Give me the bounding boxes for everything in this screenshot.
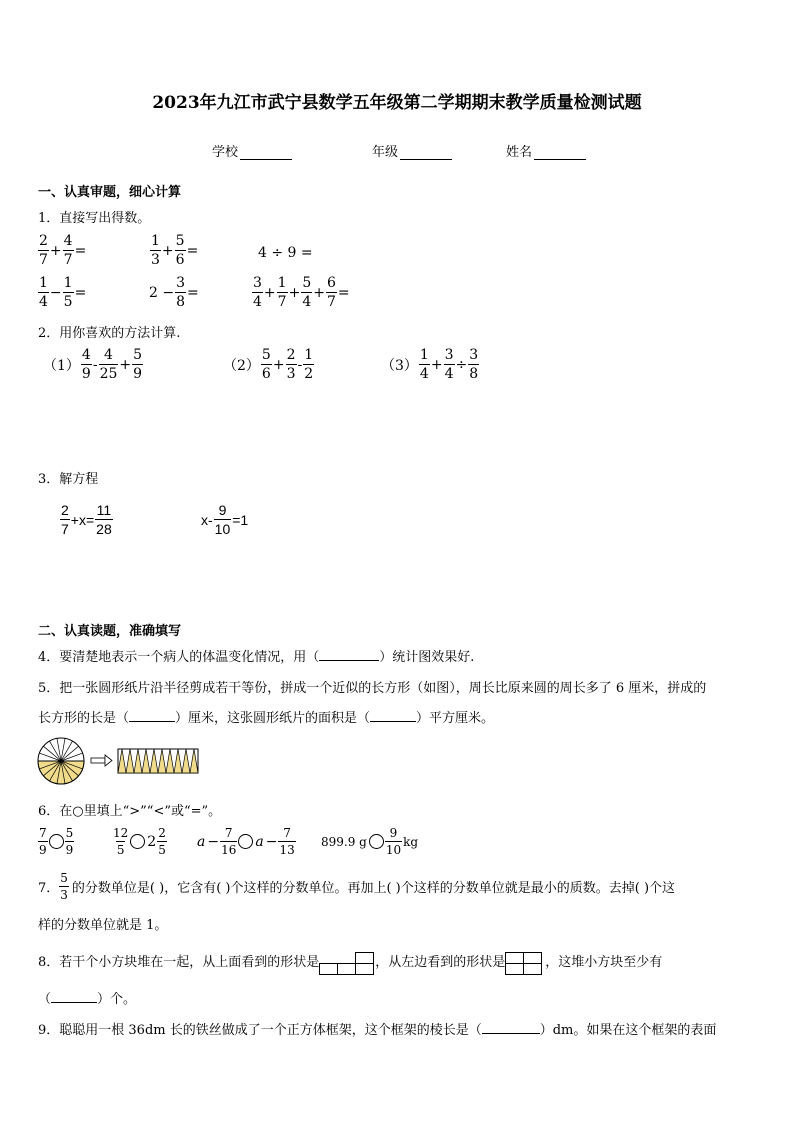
q8-text-3: ，这堆小方块至少有 [545, 955, 663, 970]
question-7-line-1 [38, 872, 675, 901]
question-5-line-2 [38, 707, 494, 726]
operator: +x= [70, 511, 95, 528]
unit-kg: kg [403, 834, 419, 849]
equals: = [186, 242, 199, 259]
q3-equation-2 [200, 503, 249, 536]
compare-circle[interactable] [49, 834, 64, 849]
q6-compare-2 [112, 827, 167, 856]
section-1-heading: 一、认真审题，细心计算 [38, 185, 182, 200]
question-9 [38, 1019, 716, 1038]
operator: − [265, 833, 278, 850]
operand: 2 − [149, 284, 175, 301]
numerator: 1 [419, 347, 429, 363]
numerator: 6 [326, 275, 336, 291]
numerator: 11 [96, 502, 112, 518]
q4-answer-blank[interactable] [319, 650, 379, 661]
denominator: 3 [151, 252, 160, 268]
denominator: 6 [175, 252, 185, 268]
q6-compare-3 [196, 827, 296, 856]
denominator: 4 [419, 366, 429, 382]
numerator: 1 [151, 233, 160, 249]
q8-text-1: 8．若干个小方块堆在一起，从上面看到的形状是 [38, 955, 320, 970]
denominator: 8 [176, 294, 186, 310]
operator: + [49, 242, 62, 259]
mass-value: 899.9 g [321, 834, 367, 849]
denominator: 4 [444, 366, 454, 382]
denominator: 3 [60, 888, 68, 902]
question-7-line-2: 样的分数单位就是 1。 [38, 918, 168, 933]
variable-a: a [255, 833, 264, 850]
operator: - [297, 356, 303, 373]
q6-compare-4 [320, 827, 419, 856]
operator: + [119, 356, 132, 373]
numerator: 12 [113, 826, 129, 840]
question-2-label: 2．用你喜欢的方法计算. [38, 326, 181, 341]
denominator: 4 [253, 294, 262, 310]
page-title: 2023年九江市武宁县数学五年级第二学期期末教学质量检测试题 [152, 93, 642, 113]
denominator: 10 [214, 521, 231, 537]
question-5-line-1: 5．把一张圆形纸片沿半径剪成若干等份，拼成一个近似的长方形（如图），周长比原来圆的周长多了 6 厘米，拼成的 [38, 681, 707, 696]
q5-area-blank[interactable] [370, 711, 416, 722]
denominator: 9 [81, 366, 91, 382]
numerator: 7 [283, 826, 291, 840]
q2-part-1 [42, 348, 143, 381]
grade-field [372, 141, 452, 160]
compare-circle[interactable] [369, 834, 384, 849]
equals: = [187, 284, 199, 301]
question-8-line-2 [38, 988, 136, 1007]
denominator: 28 [96, 521, 112, 537]
q1-expr-5 [148, 276, 200, 309]
q3-equation-1 [60, 503, 113, 536]
operator: ÷ [455, 356, 468, 373]
numerator: 5 [65, 826, 74, 840]
q1-expr-4 [38, 276, 87, 309]
numerator: 3 [444, 347, 454, 363]
q5-length-blank[interactable] [129, 711, 175, 722]
approximate-rectangle [118, 749, 198, 773]
q1-expr-2 [150, 234, 199, 267]
question-1-label: 1．直接写出得数。 [38, 211, 151, 226]
whole-number: 2 [147, 833, 157, 850]
q6-compare-1 [38, 827, 74, 856]
q4-text-start: 4．要清楚地表示一个病人的体温变化情况，用（ [38, 650, 320, 665]
name-blank[interactable] [534, 147, 586, 160]
equals: = [74, 242, 87, 259]
school-label: 学校 [212, 145, 239, 160]
name-label: 姓名 [506, 145, 533, 160]
numerator: 5 [60, 871, 68, 885]
equals: =1 [232, 511, 249, 528]
compare-circle[interactable] [238, 834, 253, 849]
denominator: 13 [279, 843, 295, 857]
right-arrow-icon [91, 755, 112, 766]
denominator: 16 [221, 843, 237, 857]
q5-text-c: ）平方厘米。 [416, 711, 495, 726]
denominator: 8 [469, 366, 479, 382]
operator: − [49, 284, 62, 301]
numerator: 1 [277, 275, 287, 291]
numerator: 4 [104, 347, 113, 363]
question-8-line-1 [38, 951, 662, 974]
numerator: 7 [39, 826, 47, 840]
numerator: 1 [39, 275, 48, 291]
denominator: 9 [65, 843, 74, 857]
operator: - [92, 356, 98, 373]
denominator: 25 [99, 366, 118, 382]
equals: = [74, 284, 87, 301]
top-view-shape [319, 952, 375, 974]
denominator: 7 [326, 294, 336, 310]
denominator: 7 [63, 252, 73, 268]
circle-to-rectangle-figure [36, 736, 200, 786]
school-field [212, 141, 292, 160]
q1-expr-1 [38, 234, 87, 267]
q5-text-a: 长方形的长是（ [38, 711, 130, 726]
q9-text-2: ）dm。如果在这个框架的表面 [539, 1023, 717, 1038]
operator: + [313, 284, 325, 301]
q4-text-end: ）统计图效果好. [379, 650, 475, 665]
numerator: 2 [286, 347, 296, 363]
numerator: 4 [63, 233, 73, 249]
denominator: 3 [286, 366, 296, 382]
numerator: 5 [133, 347, 143, 363]
operator: + [430, 356, 443, 373]
denominator: 4 [302, 294, 312, 310]
q8-text-4: （ [38, 992, 52, 1007]
denominator: 2 [304, 366, 314, 382]
numerator: 5 [302, 275, 312, 291]
denominator: 6 [261, 366, 271, 382]
numerator: 1 [63, 275, 73, 291]
numerator: 2 [39, 233, 48, 249]
numerator: 7 [224, 826, 233, 840]
numerator: 4 [81, 347, 91, 363]
question-6-label: 6．在○里填上“>”“<”或“=”。 [38, 804, 222, 819]
denominator: 5 [158, 843, 166, 857]
numerator: 5 [175, 233, 185, 249]
divided-circle [38, 738, 84, 784]
denominator: 7 [61, 521, 69, 537]
numerator: 3 [469, 347, 479, 363]
numerator: 3 [253, 275, 262, 291]
q8-answer-blank[interactable] [51, 992, 97, 1003]
part-number: （1） [43, 357, 80, 374]
q9-text-1: 9．聪聪用一根 36dm 长的铁丝做成了一个正方体框架，这个框架的棱长是（ [38, 1023, 482, 1038]
denominator: 5 [116, 843, 125, 857]
compare-circle[interactable] [130, 834, 145, 849]
numerator: 2 [158, 826, 166, 840]
left-view-shape [505, 952, 545, 974]
q7-number: 7． [38, 881, 60, 896]
numerator: 2 [61, 502, 69, 518]
operator: x- [201, 511, 213, 528]
denominator: 7 [39, 252, 48, 268]
equals: = [337, 284, 350, 301]
question-4 [38, 646, 474, 665]
school-blank[interactable] [240, 147, 292, 160]
question-3-label: 3．解方程 [38, 472, 99, 487]
q8-text-2: ，从左边看到的形状是 [375, 955, 506, 970]
q1-expr-6 [252, 276, 351, 309]
section-2-heading: 二、认真读题，准确填写 [38, 624, 182, 639]
numerator: 1 [304, 347, 314, 363]
q7-text: 的分数单位是( )，它含有( )个这样的分数单位。再加上( )个这样的分数单位就是最小的质数。去掉( )个这 [71, 881, 676, 896]
q9-answer-blank[interactable] [482, 1023, 540, 1034]
operator: + [263, 284, 276, 301]
denominator: 7 [277, 294, 287, 310]
q5-text-b: ）厘米，这张圆形纸片的面积是（ [175, 711, 371, 726]
denominator: 5 [63, 294, 73, 310]
operator: + [288, 284, 301, 301]
q1-expr-3: 4 ÷ 9 = [258, 245, 313, 261]
name-field [506, 141, 586, 160]
operator: − [207, 833, 220, 850]
denominator: 9 [133, 366, 143, 382]
part-number: （2） [223, 357, 260, 374]
denominator: 4 [39, 294, 48, 310]
operator: + [272, 356, 285, 373]
denominator: 10 [385, 843, 402, 857]
numerator: 3 [176, 275, 186, 291]
grade-label: 年级 [372, 145, 399, 160]
denominator: 9 [39, 843, 47, 857]
operator: + [161, 242, 174, 259]
grade-blank[interactable] [400, 147, 452, 160]
part-number: （3） [381, 357, 418, 374]
numerator: 9 [389, 826, 398, 840]
q2-part-3 [380, 348, 479, 381]
numerator: 5 [261, 347, 271, 363]
variable-a: a [197, 833, 206, 850]
q8-text-5: ）个。 [97, 992, 137, 1007]
q2-part-2 [222, 348, 314, 381]
numerator: 9 [218, 502, 227, 518]
